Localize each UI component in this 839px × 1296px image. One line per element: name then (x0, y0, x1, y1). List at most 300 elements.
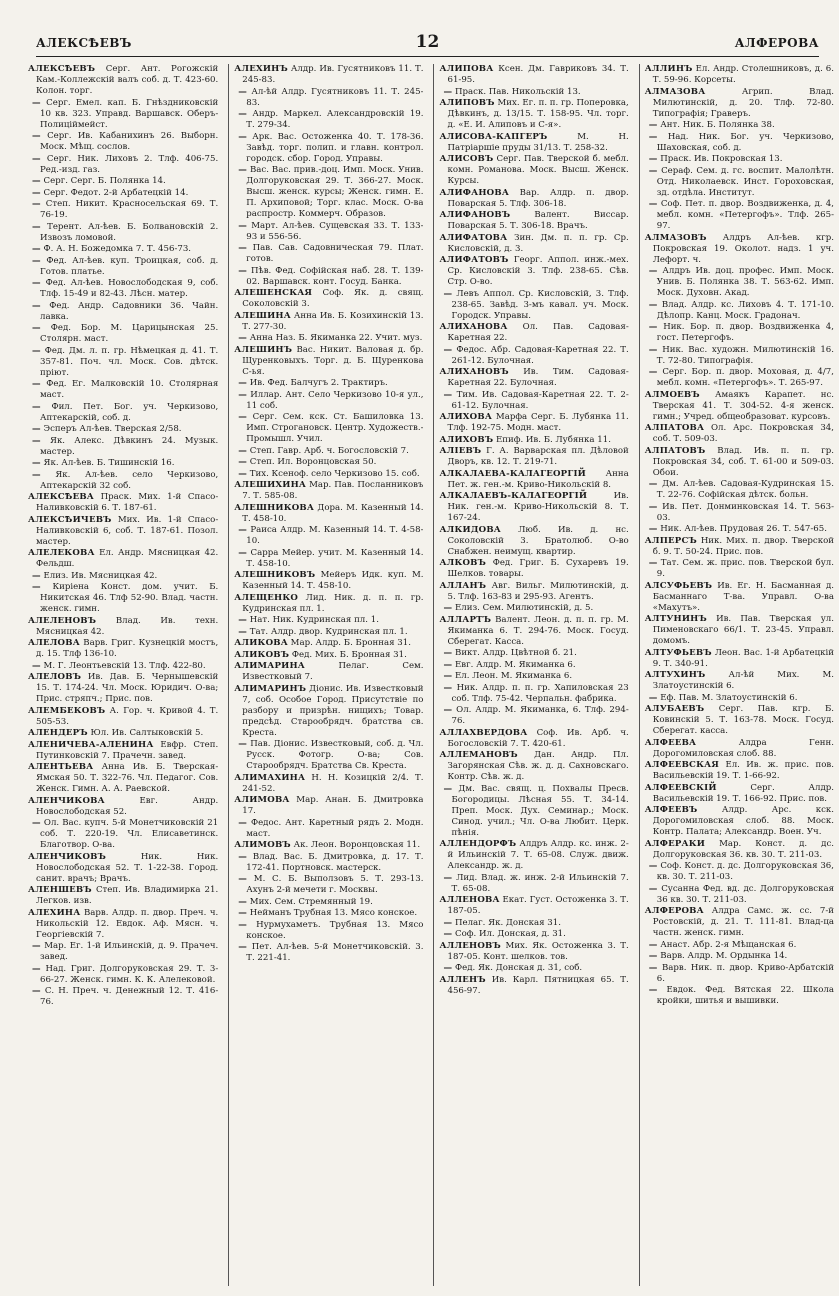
entry-surname: АЛЕХИНА (28, 907, 81, 918)
entry-surname: АЛЛЕНОВА (439, 895, 500, 905)
entry-details: Тат. Алдр. двор. Кудринская пл. 1. (249, 626, 408, 637)
directory-entry (234, 221, 423, 243)
entry-details: Тат. Сем. ж. прис. пов. Тверской бул. 9. (656, 558, 834, 579)
entry-surname: — (443, 682, 453, 693)
entry-details: Сусанна Фед. вд. дс. Долгоруковская 36 кв. 30. Т. 211-03. (656, 883, 834, 905)
entry-details: Пав. Сав. Садовническая 79. Плат. готов. (246, 243, 424, 264)
column-1 (28, 64, 218, 1286)
entry-surname: — (648, 939, 658, 950)
entry-details: Лид. Влад. ж. инж. 2-й Ильинскій 7. Т. 65-08. (451, 872, 629, 894)
directory-columns (28, 64, 834, 1286)
entry-details: Фед. Андр. Садовники 36. Чайн. лавка. (40, 300, 219, 322)
directory-entry (234, 942, 423, 964)
entry-details: Эсперъ Ал-ѣев. Тверская 2/58. (43, 424, 182, 434)
entry-details: Степ. Ив. Владимирка 21. Легков. изв. (36, 885, 219, 906)
entry-details: Ник. Ник. Новослободская 52. Т. 1-22-38. Город. санит. врачъ; Врачъ. (36, 851, 219, 884)
entry-details: Ел. Ив. ж. прис. пов. Васильевскій 19. Т. 1-66-92. (652, 760, 834, 781)
column-4 (639, 64, 834, 1286)
directory-entry (234, 311, 423, 333)
entry-surname: — (238, 265, 248, 276)
entry-surname: — (238, 919, 248, 930)
entry-details: Ел. Леон. М. Якиманка 6. (455, 671, 573, 681)
directory-entry (28, 582, 218, 615)
entry-details: Дора. М. Казенный 14. Т. 458-10. (242, 502, 424, 524)
directory-entry (234, 548, 423, 570)
entry-details: Анаст. Абр. 2-я Мѣщанская 6. (660, 939, 797, 950)
entry-details: Раиса Алдр. М. Казенный 14. Т. 4-58-10. (246, 525, 424, 546)
directory-entry (28, 706, 218, 728)
entry-surname: — (238, 942, 248, 952)
directory-entry (645, 345, 834, 367)
directory-entry (28, 638, 218, 660)
entry-details: Варв. Алдр. п. двор. Преч. ч. Никольскій 12. Евдок. Аф. Мясн. ч. Георгіевскій 7. (36, 907, 219, 940)
entry-details: Киріена Конст. дом. учит. Б. Никитская 46. Тлф 52-90. Влад. частн. женск. гимн. (40, 582, 219, 614)
entry-details: С. Н. Преч. ч. Денежный 12. Т. 416-76. (40, 986, 219, 1007)
entry-surname: АЛИМАХИНА (234, 772, 306, 783)
entry-surname: АЛЕМБЕКОВЪ (28, 705, 106, 716)
directory-entry (439, 210, 628, 232)
entry-surname: — (32, 187, 41, 198)
directory-entry (439, 750, 628, 783)
entry-details: Влад. Вас. Б. Дмитровка, д. 17. Т. 172-41. Портновск. мастерск. (246, 851, 424, 873)
entry-details: Фил. Пет. Бог. уч. Черкизово, Аптекарскій, соб. д. (40, 401, 219, 423)
entry-details: Викт. Алдр. Цвѣтной б. 21. (455, 648, 577, 658)
entry-surname: АЛЕКСѢЕВЪ (28, 64, 96, 74)
directory-entry (645, 940, 834, 951)
entry-surname: — (32, 963, 41, 974)
entry-details: Сарра Мейер. учит. М. Казенный 14. Т. 458-10. (246, 547, 424, 569)
entry-surname: — (648, 692, 658, 703)
entry-details: Лид. Ник. д. п. п. гр. Кудринская пл. 1. (242, 592, 424, 614)
directory-entry (234, 684, 423, 739)
entry-surname: АЛЕЛЕНОВЪ (28, 615, 97, 626)
directory-entry (439, 615, 628, 648)
entry-surname: — (443, 872, 453, 883)
directory-entry (439, 603, 628, 614)
entry-details: Ф. А. Н. Божедомка 7. Т. 456-73. (43, 244, 192, 254)
entry-surname: АЛЛЕМАНОВЪ (439, 750, 518, 760)
entry-surname: АЛЕНЧИКОВА (28, 795, 105, 806)
column-2 (228, 64, 423, 1286)
entry-surname: АЛИМОВЪ (234, 840, 291, 850)
directory-entry (439, 64, 628, 86)
entry-details: Над. Ник. Бог. уч. Черкизово, Шаховская, соб. д. (656, 131, 834, 153)
entry-details: Серг. Пав. кгр. Б. Ковинскій 5. Т. 163-78. Моск. Госуд. Сберегат. касса. (652, 704, 834, 736)
entry-surname: — (443, 783, 453, 794)
entry-details: Нейманъ Трубная 13. Мясо конское. (249, 908, 418, 918)
entry-details: Анна Ив. Б. Тверская-Ямская 50. Т. 322-76. Чл. Педагог. Сов. Женск. Гимн. А. А. Раевской. (36, 762, 219, 794)
entry-surname: — (32, 345, 41, 356)
entry-details: Фед. Дм. л. п. гр. Нѣмецкая д. 41. Т. 357-81. Поч. чл. Моск. Сов. дѣтск. пріют. (40, 345, 219, 378)
directory-entry (234, 503, 423, 525)
entry-surname: — (443, 288, 453, 299)
directory-entry (439, 558, 628, 580)
directory-entry (645, 558, 834, 580)
directory-entry (645, 367, 834, 389)
entry-details: Тим. Ив. Садовая-Каретная 22. Т. 2-61-12. Булочная. (451, 389, 629, 411)
entry-details: Дм. Ал-ѣев. Садовая-Кудринская 15. Т. 22-76. Софійская дѣтск. больн. (656, 479, 834, 500)
page-number: 12 (415, 32, 440, 52)
entry-details: Зин. Дм. п. п. гр. Ср. Кисловскій, д. 3. (447, 232, 629, 254)
entry-surname: АЛИПОВЪ (439, 98, 495, 108)
entry-surname: — (32, 986, 41, 996)
entry-surname: АЛПАТОВЪ (644, 445, 706, 456)
entry-details: Агрип. Влад. Милютинскій, д. 20. Тлф. 72-80. Типографія; Граверъ. (652, 86, 834, 119)
entry-surname: АЛИСОВА-КАПГЕРЪ (439, 131, 548, 142)
directory-entry (645, 670, 834, 692)
entry-details: Ив. Тим. Садовая-Каретная 22. Булочная. (447, 367, 629, 388)
entry-surname: АЛКАЛАЕВА-КАЛАГЕОРГІЙ (439, 468, 586, 479)
entry-details: Марфа Серг. Б. Лубянка 11. Тлф. 192-75. Модн. маст. (447, 412, 629, 433)
entry-details: М. Г. Леонтьевскій 13. Тлф. 422-80. (43, 660, 206, 671)
entry-surname: АЛИКОВЪ (234, 649, 290, 660)
entry-details: Влад. Ив. п. п. гр. Покровская 34, соб. Т. 61-00 и 509-03. Обои. (652, 445, 834, 478)
entry-details: Мих. Сем. Стремянный 19. (249, 896, 373, 907)
entry-surname: АЛУБАЕВЪ (644, 704, 705, 714)
entry-surname: — (648, 883, 658, 894)
entry-details: Ив. Карл. Пятницкая 65. Т. 456-97. (447, 974, 629, 996)
directory-entry (234, 638, 423, 649)
directory-entry (234, 570, 423, 592)
entry-surname: — (32, 582, 41, 592)
entry-details: Як. Алекс. Дѣвкинъ 24. Музык. мастер. (40, 435, 219, 457)
entry-surname: АЛМАЗОВЪ (644, 232, 707, 243)
entry-details: Алдра Генн. Дорогомиловская слоб. 88. (652, 737, 834, 759)
entry-surname: АЛЕЛОВА (28, 638, 80, 648)
entry-details: Федос. Ант. Каретный рядъ 2. Модн. маст. (246, 817, 424, 839)
entry-details: Нурмухаметъ. Трубная 13. Мясо конское. (246, 919, 424, 941)
directory-entry (234, 739, 423, 772)
entry-surname: — (32, 221, 41, 232)
entry-surname: АЛФЕРАКИ (644, 838, 706, 849)
directory-entry (439, 963, 628, 974)
entry-details: Алдръ Ив. доц. профес. Имп. Моск. Унив. Б. Полянка 38. Т. 563-62. Имп. Моск. Духовн. Акад. (656, 266, 834, 298)
directory-entry (645, 524, 834, 535)
directory-entry (439, 660, 628, 671)
entry-surname: — (443, 917, 453, 928)
entry-details: Алдра Самс. ж. сс. 7-й Ростовскій, д. 21. Т. 111-81. Влад-ца частн. женск. гимн. (652, 906, 834, 938)
entry-details: Люб. Ив. д. нс. Соколовскій 3. Братолюб. О-во Снабжен. неимущ. квартир. (447, 524, 629, 557)
entry-surname: — (443, 705, 453, 715)
entry-surname: АЛИФАНОВА (439, 187, 510, 198)
entry-details: Март. Ал-ѣев. Сущевская 33. Т. 133-93 и 556-56. (246, 220, 424, 242)
directory-entry (28, 379, 218, 401)
entry-surname: — (443, 648, 453, 658)
entry-details: Пѣв. Фед. Софійская наб. 28. Т. 139-02. Варшавск. конт. Госуд. Банка. (246, 265, 424, 287)
entry-details: Пелаг. Сем. Известковый 7. (242, 661, 424, 682)
entry-details: Ел. Андр. Мясницкая 42. Фельдш. (36, 548, 219, 569)
entry-surname: — (238, 874, 248, 884)
entry-surname: — (32, 401, 41, 412)
entry-surname: — (32, 818, 41, 828)
directory-entry (439, 390, 628, 412)
entry-details: Екат. Густ. Остоженка 3. Т. 187-05. (447, 895, 629, 916)
entry-surname: — (443, 344, 453, 355)
directory-entry (28, 661, 218, 672)
directory-entry (645, 738, 834, 760)
directory-entry (439, 154, 628, 187)
entry-details: Влад. Ив. техн. Мясницкая 42. (36, 615, 219, 637)
entry-surname: — (32, 199, 41, 209)
entry-surname: АЛЛАНЪ (439, 580, 487, 591)
directory-entry (439, 975, 628, 997)
entry-surname: — (238, 525, 248, 535)
directory-entry (645, 322, 834, 344)
entry-details: Епиф. Ив. Б. Лубянка 11. (495, 434, 611, 445)
directory-entry (645, 985, 834, 1007)
entry-surname: — (443, 603, 453, 613)
directory-entry (234, 661, 423, 683)
entry-surname: АЛФЕЕВЪ (644, 805, 698, 815)
entry-details: Серг. Алдр. Васильевскій 19. Т. 166-92. Прис. пов. (652, 782, 834, 804)
entry-details: Серг. Ив. Кабанихинъ 26. Выборн. Моск. Мѣщ. сослов. (40, 131, 219, 152)
entry-surname: АЛКИДОВА (439, 524, 502, 535)
directory-entry (439, 435, 628, 446)
entry-surname: — (238, 86, 248, 97)
directory-entry (234, 469, 423, 480)
directory-entry (645, 300, 834, 322)
entry-surname: АЛФЕЕВСКАЯ (644, 760, 720, 770)
entry-surname: АЛПАТОВА (644, 423, 705, 433)
entry-surname: АЛТУХИНЪ (644, 670, 706, 680)
entry-details: Мар. Пав. Посланниковъ 7. Т. 585-08. (242, 480, 424, 501)
entry-surname: — (32, 435, 41, 446)
directory-entry (28, 515, 218, 548)
entry-surname: АЛЕЛЕКОВА (28, 548, 95, 558)
entry-surname: — (648, 861, 658, 871)
entry-surname: АЛЕЩЕНКО (234, 592, 299, 603)
entry-details: Праск. Мих. 1-й Спасо-Наливковскій 6. Т. 187-61. (36, 492, 219, 513)
directory-entry (645, 132, 834, 154)
entry-surname: — (648, 951, 658, 961)
entry-details: Ив. Ник. ген.-м. Криво-Никольскій 8. Т. 167-24. (447, 491, 629, 523)
directory-entry (439, 839, 628, 872)
directory-entry (28, 986, 218, 1008)
entry-details: М. Н. Патріаршіе пруды 31/13. Т. 258-32. (447, 131, 629, 153)
entry-surname: — (32, 244, 41, 254)
entry-surname: — (648, 344, 658, 355)
directory-entry (645, 233, 834, 266)
entry-details: Пав. Діонис. Известковый, соб. д. Чл. Русск. Фотогр. О-ва; Сов. Старообрядч. Братства Св. Креста. (246, 739, 424, 771)
directory-entry (439, 87, 628, 98)
directory-entry (28, 571, 218, 582)
entry-details: Фед. Як. Донская д. 31, соб. (455, 963, 583, 973)
entry-surname: АЛИФАТОВА (439, 232, 508, 243)
entry-details: А. Гор. ч. Кривой 4. Т. 505-53. (36, 705, 219, 727)
entry-surname: — (648, 558, 658, 568)
entry-surname: — (32, 424, 41, 434)
directory-entry (439, 469, 628, 491)
entry-details: Степ. Гавр. Арб. ч. Богословскій 7. (249, 445, 409, 456)
entry-surname: — (648, 479, 658, 489)
directory-entry (234, 615, 423, 626)
directory-entry (234, 446, 423, 457)
entry-details: Мар. Анан. Б. Дмитровка 17. (242, 795, 424, 816)
entry-surname: АЛТУФЬЕВЪ (644, 647, 712, 658)
directory-entry (439, 895, 628, 917)
directory-entry (28, 278, 218, 300)
entry-surname: — (443, 963, 453, 973)
directory-entry (439, 446, 628, 468)
entry-surname: — (238, 109, 248, 119)
entry-details: Тих. Ксеноф. село Черкизово 15. соб. (249, 468, 420, 479)
directory-entry (645, 154, 834, 165)
entry-surname: — (238, 389, 248, 400)
entry-details: Варв. Ник. п. двор. Криво-Арбатскій 6. (656, 962, 834, 984)
directory-entry (439, 289, 628, 322)
directory-entry (28, 818, 218, 851)
entry-surname: АЛЕКСѢИЧЕВЪ (28, 514, 112, 525)
entry-surname: — (648, 131, 658, 142)
directory-entry (28, 199, 218, 221)
directory-entry (645, 120, 834, 131)
entry-surname: — (238, 547, 248, 558)
entry-details: Мейеръ Идк. куп. М. Казенный 14. Т. 458-10. (242, 570, 424, 591)
directory-entry (439, 255, 628, 288)
entry-surname: — (648, 154, 658, 164)
entry-details: Арк. Вас. Остоженка 40. Т. 178-36. Завѣд. торг. полип. и главн. контрол. городск. сбор. Город. Управы. (246, 131, 424, 164)
entry-details: Соф. Як. д. свящ. Соколовскій 3. (242, 288, 424, 309)
directory-entry (234, 412, 423, 445)
directory-entry (234, 908, 423, 919)
entry-surname: — (238, 220, 248, 231)
entry-surname: — (648, 199, 658, 209)
entry-details: Алдръ Ал-ѣев. кгр. Покровская 19. Околот. надз. 1 уч. Лефорт. ч. (652, 232, 834, 265)
entry-details: Леон. Вас. 1-й Арбатецкій 9. Т. 340-91. (652, 647, 834, 669)
directory-entry (645, 614, 834, 647)
entry-surname: — (32, 570, 41, 581)
directory-entry (28, 244, 218, 255)
directory-entry (28, 470, 218, 492)
directory-entry (439, 918, 628, 929)
entry-details: Амаякъ Карапет. нс. Тверская 41. Т. 304-52. 4-я женск. гимн.; Учред. общеобразоват. курсовъ. (652, 389, 834, 422)
directory-entry (439, 132, 628, 154)
entry-details: Серг. Пав. Тверской б. мебл. комн. Романова. Моск. Высш. Женск. Курсы. (447, 154, 629, 186)
entry-surname: АЛЕЛОВЪ (28, 672, 82, 682)
directory-entry (234, 243, 423, 265)
entry-details: Степ. Ил. Воронцовская 50. (249, 457, 377, 467)
directory-entry (645, 266, 834, 299)
entry-details: Вар. Алдр. п. двор. Поварская 5. Тлф. 306-18. (447, 187, 629, 209)
entry-details: Пет. Ал-ѣев. 5-й Монетчиковскій. 3. Т. 221-41. (246, 942, 424, 963)
entry-surname: — (32, 255, 41, 266)
entry-details: Соф. Пет. п. двор. Воздвиженка, д. 4, мебл. комн. «Петергофъ». Тлф. 265-97. (656, 199, 834, 231)
directory-entry (439, 941, 628, 963)
directory-entry (439, 728, 628, 750)
entry-surname: АЛФЕРОВА (644, 906, 704, 916)
entry-details: Нат. Ник. Кудринская пл. 1. (249, 615, 379, 625)
entry-details: Ив. Фед. Балчугъ 2. Трактиръ. (249, 378, 388, 388)
directory-entry (28, 796, 218, 818)
directory-entry (234, 345, 423, 378)
entry-details: Серг. Федот. 2-й Арбатецкій 14. (43, 187, 189, 198)
directory-entry (234, 266, 423, 288)
entry-surname: — (648, 524, 658, 534)
entry-details: Мих. Ег. п. п. гр. Поперовка, Дѣвкинъ, д. 13/15. Т. 158-95. Чл. торг. д. «Е. И. Алиповъ и С-я». (447, 98, 629, 130)
entry-surname: — (238, 626, 248, 637)
entry-surname: — (648, 299, 658, 310)
entry-details: Валент. Виссар. Поварская 5. Т. 306-18. Врачъ. (447, 210, 629, 231)
entry-surname: АЛИФАНОВЪ (439, 210, 511, 220)
entry-details: Ол. Алдр. М. Якиманка, 6. Тлф. 294-76. (451, 705, 629, 726)
entry-surname: — (32, 97, 41, 108)
entry-details: Як. Ал-ѣев. село Черкизово, Аптекарскій 32 соб. (40, 469, 219, 491)
entry-details: Ол. Вас. купч. 5-й Монетчиковскій 21 соб. Т. 220-19. Чл. Елисаветинск. Благотвор. О-ва. (40, 818, 219, 850)
entry-details: Евдок. Фед. Вятская 22. Школа кройки, шитья и вышивки. (656, 985, 834, 1006)
entry-details: Еф. Пав. М. Златоустинскій 6. (660, 692, 798, 703)
directory-entry (28, 852, 218, 885)
entry-surname: АЛЕШНИКОВЪ (234, 570, 316, 580)
directory-entry (234, 627, 423, 638)
entry-details: Ник. Вас. художн. Милютинскій 16. Т. 72-80. Типографія. (656, 344, 834, 366)
entry-surname: — (32, 323, 41, 333)
entry-surname: АЛЕКСѢЕВА (28, 492, 94, 502)
entry-details: Федос. Абр. Садовая-Каретная 22. Т. 261-12. Булочная. (451, 344, 629, 366)
entry-surname: АЛЛЕНЪ (439, 974, 486, 985)
directory-entry (234, 132, 423, 165)
entry-details: Фед. Григ. Б. Сухаревъ 19. Шелков. товары. (447, 558, 629, 579)
entry-details: Алдр. Арс. кск. Дорогомиловская слоб. 88. Моск. Контр. Палата; Александр. Воен. Уч. (652, 805, 834, 837)
directory-entry (645, 704, 834, 737)
directory-entry (645, 64, 834, 86)
entry-surname: АЛИХАНОВЪ (439, 367, 509, 377)
entry-surname: АЛЛИНЪ (644, 64, 693, 74)
entry-surname: АЛСУФЬЕВЪ (644, 580, 713, 591)
entry-surname: — (32, 176, 41, 186)
entry-details: М. С. Б. Выползовъ 5. Т. 293-13. Ахунъ 2-й мечети г. Москвы. (246, 874, 424, 895)
directory-entry (439, 322, 628, 344)
entry-details: Елиз. Сем. Милютинскій, д. 5. (455, 603, 594, 613)
entry-details: Влад. Алдр. кс. Лиховъ 4. Т. 171-10. Дѣлопр. Канц. Моск. Градонач. (656, 299, 834, 321)
directory-entry (439, 873, 628, 895)
directory-entry (28, 740, 218, 762)
entry-surname: — (443, 671, 453, 681)
entry-surname: АЛЛАРТЪ (439, 614, 492, 625)
directory-entry (234, 773, 423, 795)
entry-details: Алдр. Ив. Гусятниковъ 11. Т. 245-83. (242, 64, 424, 85)
directory-entry (234, 840, 423, 851)
directory-entry (28, 424, 218, 435)
directory-entry (234, 897, 423, 908)
entry-details: Серг. Ант. Рогожскій Кам.-Коллежскій валъ соб. д. Т. 423-60. Колон. торг. (36, 64, 219, 96)
entry-surname: АЛИХАНОВА (439, 322, 508, 332)
entry-details: Соф. Ив. Арб. ч. Богословскій 7. Т. 420-61. (447, 727, 629, 749)
entry-details: Валент. Леон. д. п. п. гр. М. Якиманка 6. Т. 294-76. Моск. Госуд. Сберегат. Касса. (447, 614, 629, 647)
entry-details: Иллар. Ант. Село Черкизово 10-я ул., 11 соб. (246, 389, 424, 411)
entry-details: Авг. Вильг. Милютинскій, д. 5. Тлф. 163-83 и 295-93. Агентъ. (447, 580, 629, 602)
directory-entry (645, 783, 834, 805)
entry-details: Мар. Ег. 1-й Ильинскій, д. 9. Прачеч. завед. (40, 941, 219, 962)
entry-surname: — (443, 659, 453, 670)
directory-entry (234, 333, 423, 344)
entry-surname: — (238, 739, 248, 749)
entry-surname: — (443, 389, 453, 400)
directory-entry (439, 705, 628, 727)
entry-details: Ол. Арс. Покровская 34, соб. Т. 509-03. (652, 423, 834, 444)
directory-entry (645, 760, 834, 782)
entry-details: Георг. Аппол. инж.-мех. Ср. Кисловскій 3. Тлф. 238-65. Сѣв. Стр. О-во. (447, 255, 629, 287)
entry-details: Юл. Ив. Салтыковскій 5. (90, 728, 204, 738)
entry-surname: АЛИХОВЪ (439, 434, 494, 445)
entry-details: Н. Н. Козицкій 2/4. Т. 241-52. (242, 772, 424, 794)
entry-surname: — (238, 378, 248, 388)
entry-surname: — (32, 300, 41, 311)
entry-surname: АЛЕНДЕРЪ (28, 728, 88, 738)
entry-surname: — (238, 131, 248, 142)
entry-surname: — (32, 941, 41, 951)
entry-surname: АЛПЕРСЪ (644, 535, 697, 546)
directory-entry (28, 188, 218, 199)
